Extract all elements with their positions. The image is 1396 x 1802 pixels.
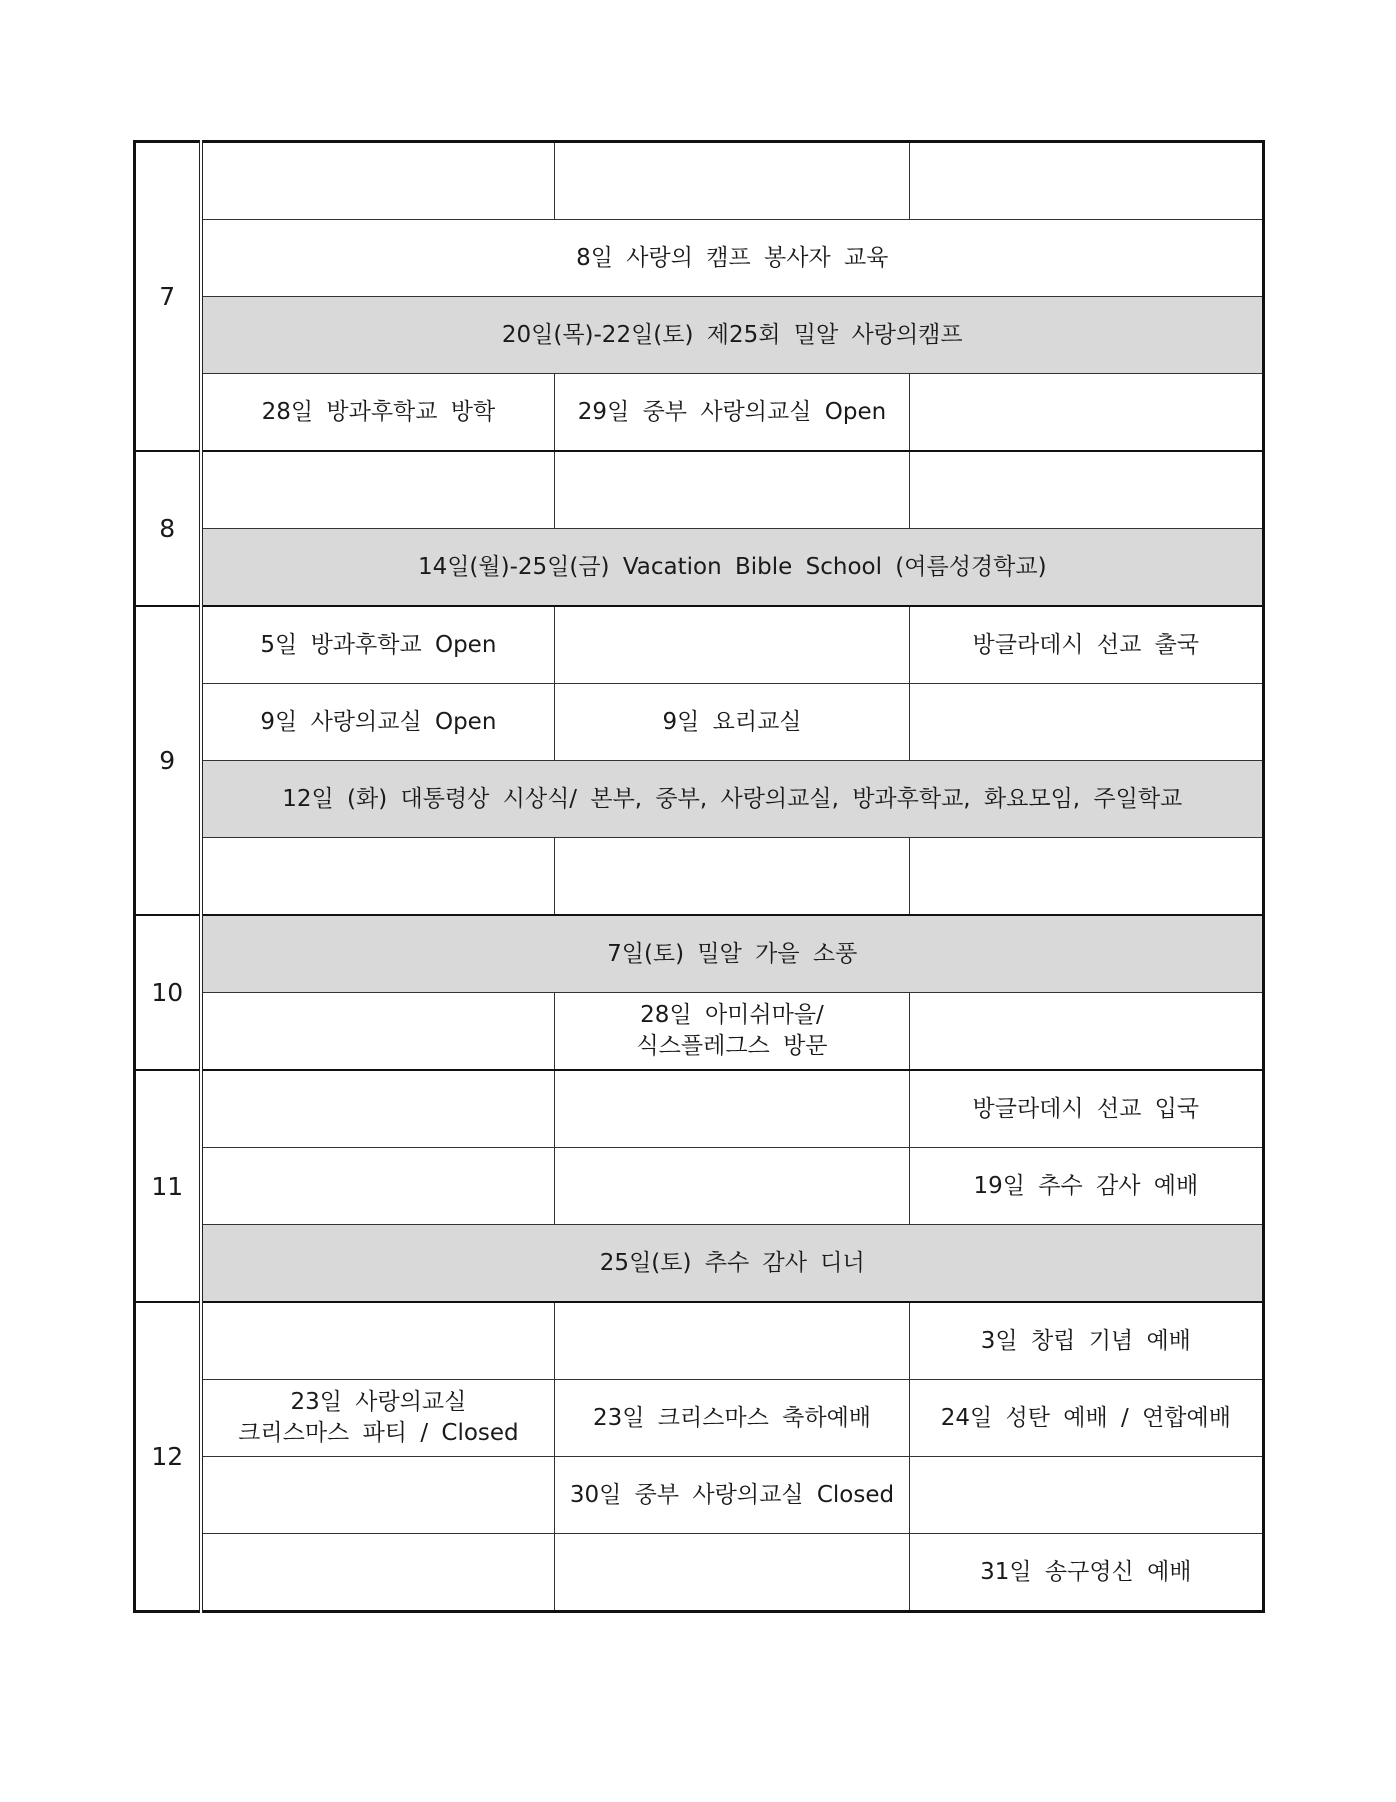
schedule-row [135, 1148, 1264, 1225]
event-cell [201, 1457, 555, 1534]
event-cell [201, 993, 555, 1071]
event-cell [201, 1302, 555, 1380]
schedule-row [135, 1534, 1264, 1612]
schedule-row [135, 451, 1264, 529]
schedule-row [135, 220, 1264, 297]
event-cell [201, 451, 555, 529]
event-cell: 23일 사랑의교실 크리스마스 파티 / Closed [201, 1380, 555, 1457]
schedule-row [135, 374, 1264, 452]
schedule-row [135, 993, 1264, 1071]
schedule-row [135, 1457, 1264, 1534]
event-cell [555, 1148, 909, 1225]
event-cell: 3일 창립 기념 예배 [909, 1302, 1263, 1380]
event-cell [201, 142, 555, 220]
month-label: 10 [135, 915, 201, 1070]
event-cell: 31일 송구영신 예배 [909, 1534, 1263, 1612]
event-cell [201, 1148, 555, 1225]
event-cell [909, 1457, 1263, 1534]
highlighted-event-cell: 12일 (화) 대통령상 시상식/ 본부, 중부, 사랑의교실, 방과후학교, 화요모임, 주일학교 [201, 761, 1264, 838]
highlighted-event-cell: 25일(토) 추수 감사 디너 [201, 1225, 1264, 1303]
event-cell [909, 993, 1263, 1071]
event-cell [555, 451, 909, 529]
event-cell [909, 684, 1263, 761]
event-cell [201, 838, 555, 916]
schedule-row [135, 915, 1264, 993]
event-cell [201, 1070, 555, 1148]
month-label: 9 [135, 606, 201, 915]
event-cell: 19일 추수 감사 예배 [909, 1148, 1263, 1225]
month-label: 12 [135, 1302, 201, 1612]
event-cell [201, 1534, 555, 1612]
event-cell: 28일 방과후학교 방학 [201, 374, 555, 452]
schedule-row [135, 1225, 1264, 1303]
event-cell: 23일 크리스마스 축하예배 [555, 1380, 909, 1457]
event-cell: 24일 성탄 예배 / 연합예배 [909, 1380, 1263, 1457]
schedule-row [135, 761, 1264, 838]
event-cell [909, 374, 1263, 452]
schedule-row [135, 529, 1264, 607]
schedule-row [135, 297, 1264, 374]
highlighted-event-cell: 20일(목)-22일(토) 제25회 밀알 사랑의캠프 [201, 297, 1264, 374]
schedule-table [133, 140, 1265, 1613]
month-label: 11 [135, 1070, 201, 1302]
event-cell: 8일 사랑의 캠프 봉사자 교육 [201, 220, 1264, 297]
event-cell [555, 1534, 909, 1612]
event-cell: 5일 방과후학교 Open [201, 606, 555, 684]
event-cell: 29일 중부 사랑의교실 Open [555, 374, 909, 452]
event-cell [555, 1070, 909, 1148]
month-label: 8 [135, 451, 201, 606]
event-cell [909, 838, 1263, 916]
schedule-row [135, 684, 1264, 761]
event-cell [555, 1302, 909, 1380]
event-cell [555, 142, 909, 220]
event-cell: 30일 중부 사랑의교실 Closed [555, 1457, 909, 1534]
highlighted-event-cell: 14일(월)-25일(금) Vacation Bible School (여름성경학교) [201, 529, 1264, 607]
schedule-row [135, 606, 1264, 684]
event-cell: 28일 아미쉬마을/ 식스플레그스 방문 [555, 993, 909, 1071]
schedule-row [135, 838, 1264, 916]
schedule-row [135, 142, 1264, 220]
event-cell [909, 142, 1263, 220]
event-cell: 방글라데시 선교 출국 [909, 606, 1263, 684]
schedule-row [135, 1302, 1264, 1380]
schedule-row [135, 1380, 1264, 1457]
event-cell: 9일 요리교실 [555, 684, 909, 761]
highlighted-event-cell: 7일(토) 밀알 가을 소풍 [201, 915, 1264, 993]
month-label: 7 [135, 142, 201, 452]
event-cell: 방글라데시 선교 입국 [909, 1070, 1263, 1148]
event-cell [555, 606, 909, 684]
event-cell [909, 451, 1263, 529]
event-cell [555, 838, 909, 916]
schedule-row [135, 1070, 1264, 1148]
event-cell: 9일 사랑의교실 Open [201, 684, 555, 761]
